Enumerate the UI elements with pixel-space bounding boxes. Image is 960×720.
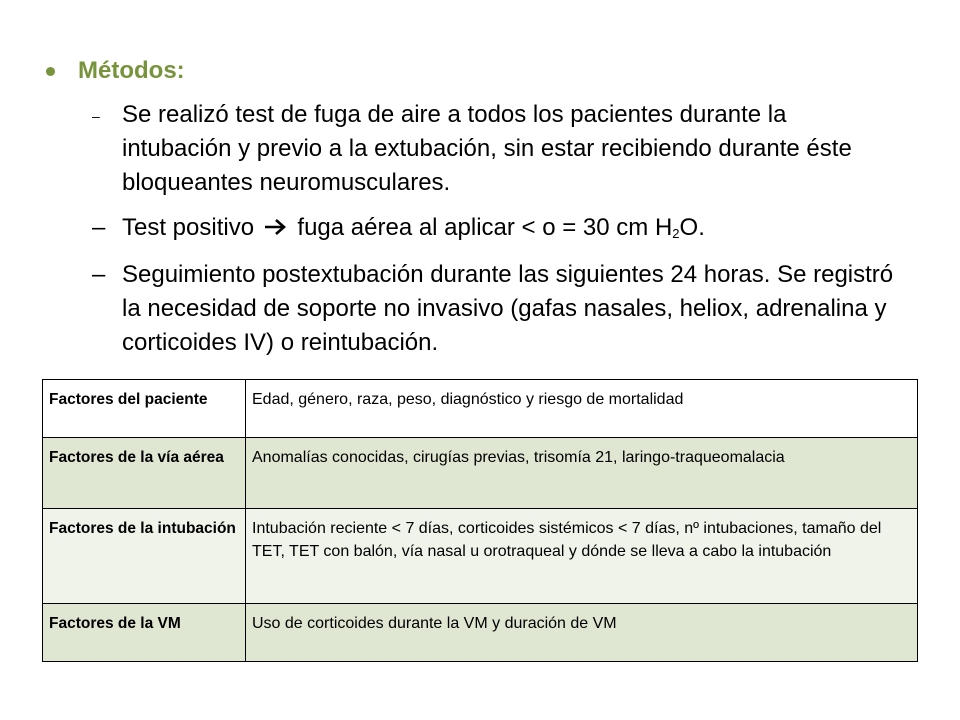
- table-cell-value: Anomalías conocidas, cirugías previas, trisomía 21, laringo-traqueomalacia: [246, 438, 918, 509]
- table-cell-label: Factores de la VM: [43, 604, 246, 662]
- dash-marker: –: [92, 261, 106, 288]
- bullet-text-part: Test positivo: [122, 214, 255, 241]
- table-cell-value: Intubación reciente < 7 días, corticoides sistémicos < 7 días, nº intubaciones, tamaño del TET, TET con balón, vía nasal u orotraqueal y dónde se lleva a cabo la intubación: [246, 509, 918, 604]
- bullet-item-1: [92, 98, 902, 200]
- bullet-dot-icon: [46, 67, 55, 76]
- bullet-text: Se realizó test de fuga de aire a todos los pacientes durante la intubación y previo a la extubación, sin estar recibiendo durante éste bloqueantes neuromusculares.: [122, 101, 852, 196]
- section-heading: Métodos:: [78, 57, 185, 84]
- factors-table: [42, 379, 918, 662]
- bullet-text: Seguimiento postextubación durante las siguientes 24 horas. Se registró la necesidad de soporte no invasivo (gafas nasales, heliox, adrenalina y corticoides IV) o reintubación.: [122, 261, 894, 356]
- dash-marker: –: [92, 108, 100, 124]
- table-cell-label: Factores de la vía aérea: [43, 438, 246, 509]
- table-row: [43, 380, 918, 438]
- subscript-2: 2: [672, 226, 680, 241]
- right-arrow-icon: [263, 212, 289, 246]
- table-row: [43, 509, 918, 604]
- table-cell-value: Uso de corticoides durante la VM y duración de VM: [246, 604, 918, 662]
- bullet-text-part: fuga aérea al aplicar < o = 30 cm H: [297, 214, 673, 241]
- bullet-text-part: O.: [679, 214, 705, 241]
- table-row: [43, 604, 918, 662]
- table-cell-label: Factores del paciente: [43, 380, 246, 438]
- bullet-text: [122, 211, 902, 251]
- bullet-item-2: [92, 211, 902, 251]
- dash-marker: –: [92, 214, 106, 241]
- bullet-item-3: [92, 258, 902, 360]
- table-row: [43, 438, 918, 509]
- table-cell-value: Edad, género, raza, peso, diagnóstico y riesgo de mortalidad: [246, 380, 918, 438]
- table-cell-label: Factores de la intubación: [43, 509, 246, 604]
- heading-row: [46, 53, 185, 89]
